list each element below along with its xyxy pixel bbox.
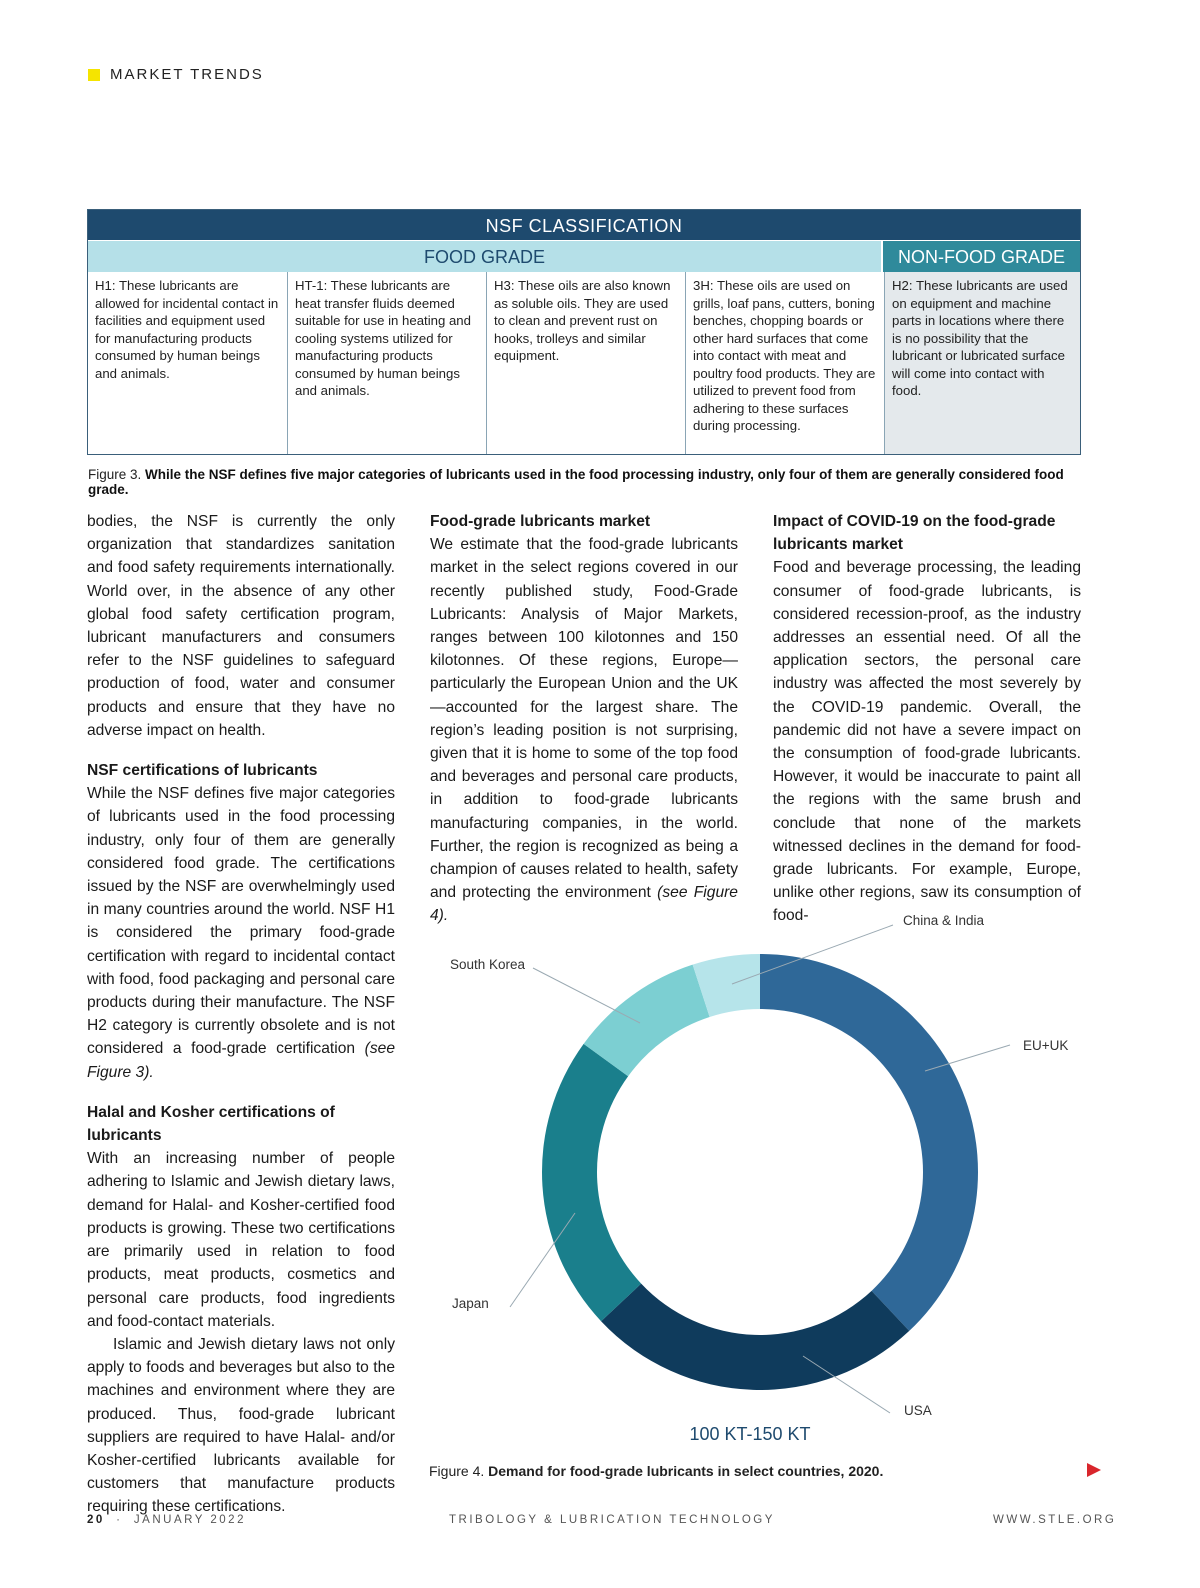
non-food-grade-header: NON-FOOD GRADE [881, 241, 1080, 272]
slice-label-japan: Japan [452, 1296, 489, 1311]
figure-4-reference: (see Figure 4). [430, 884, 738, 925]
heading-covid-impact: Impact of COVID-19 on the food-grade lubricants market [773, 513, 1056, 554]
table-cell-h1: H1: These lubricants are allowed for incidental contact in facilities and equipment used for manufacturing products consumed by human beings and animals. [95, 278, 279, 381]
figure-4-caption [429, 1463, 883, 1479]
issue-date: JANUARY 2022 [133, 1514, 246, 1526]
table-cell-ht1: HT-1: These lubricants are heat transfer fluids deemed suitable for use in heating and cooling systems utilized for manufacturing products consumed by human beings and animals. [287, 272, 486, 454]
page-number: 20 [87, 1514, 105, 1526]
section-marker [88, 69, 100, 81]
donut-slice-usa [601, 1284, 909, 1390]
chart-total-label: 100 KT-150 KT [689, 1424, 811, 1444]
food-grade-header: FOOD GRADE [88, 241, 881, 272]
figure-4-text: Demand for food-grade lubricants in select countries, 2020. [488, 1463, 884, 1479]
footer-left: 20 · JANUARY 2022 [87, 1514, 246, 1526]
website: WWW.STLE.ORG [993, 1514, 1117, 1526]
table-cell-h2: H2: These lubricants are used on equipment and machine parts in locations where there is no possibility that the lubricant or lubricated surface will come into contact with food. [884, 272, 1080, 454]
figure-3-text: While the NSF defines five major categories of lubricants used in the food processing industry, only four of them are generally considered food grade. [88, 467, 1064, 497]
col2-paragraph-1 [430, 533, 738, 927]
donut-slice-japan [542, 1044, 641, 1321]
col1-paragraph-3: With an increasing number of people adhering to Islamic and Jewish dietary laws, demand for Halal- and Kosher-certified food products is growing. These two certifications are primarily used in relation to food products, meat products, cosmetics and personal care products, food ingredients and food-contact materials. [87, 1150, 395, 1330]
col3-paragraph-1: Food and beverage processing, the leading consumer of food-grade lubricants, is considered recession-proof, as the industry addresses an essential need. Of all the application sectors, the personal care industry was affected the most severely by the COVID-19 pandemic. Overall, the pandemic did not have a severe impact on the consumption of food-grade lubricants. However, it would be inaccurate to paint all the regions with the same brush and conclude that none of the markets witnessed declines in the demand for food-grade lubricants. For example, Europe, unlike other regions, saw its consumption of food- [773, 559, 1081, 925]
col1-paragraph-1: bodies, the NSF is currently the only organization that standardizes sanitation and food safety requirements internationally. World over, in the absence of any other global food safety certification program, lubricant manufacturers and consumers refer to the NSF guidelines to safeguard production of food, water and consumer products and ensure that they have no adverse impact on health. [87, 513, 395, 739]
continue-arrow-icon [1087, 1463, 1101, 1477]
col1-paragraph-2-text: While the NSF defines five major categories of lubricants used in the food processing industry, only four of them are generally considered food grade. The certifications issued by the NSF are overwhelmingly used in many countries around the world. NSF H1 is considered the primary food-grade certification with regard to incidental contact with food, food packaging and personal care products during their manufacture. The NSF H2 category is currently obsolete and is not considered a food-grade certification [87, 785, 395, 1058]
figure-3-reference: (see Figure 3). [87, 1040, 395, 1081]
slice-label-south-korea: South Korea [450, 957, 526, 972]
slice-label-china-india: China & India [903, 913, 985, 928]
description-row [88, 272, 1080, 454]
leader-line-south-korea [533, 968, 640, 1023]
heading-food-grade-market: Food-grade lubricants market [430, 513, 651, 530]
slice-label-eu-uk: EU+UK [1023, 1038, 1069, 1053]
heading-halal-kosher: Halal and Kosher certifications of lubricants [87, 1103, 335, 1145]
col1-paragraph-2 [87, 782, 395, 1084]
section-header [88, 66, 264, 83]
section-title: MARKET TRENDS [110, 66, 264, 83]
column-3 [773, 510, 1081, 928]
figure-3-prefix: Figure 3. [88, 467, 146, 482]
grade-header-row [88, 240, 1080, 272]
col1-paragraph-4: Islamic and Jewish dietary laws not only apply to foods and beverages but also to the machines and environment where they are produced. Thus, food-grade lubricant suppliers are required to have Halal- and/or Kosher-certified lubricants available for customers that manufacture products requiring these certifications. [87, 1335, 395, 1516]
column-1 [87, 510, 395, 1519]
figure-4-prefix: Figure 4. [429, 1463, 489, 1479]
donut-slice-eu-uk [760, 954, 978, 1331]
table-title: NSF CLASSIFICATION [88, 210, 1080, 240]
slice-label-usa: USA [904, 1403, 932, 1415]
heading-nsf-certifications: NSF certifications of lubricants [87, 762, 318, 780]
table-cell-h3: H3: These oils are also known as soluble oils. They are used to clean and prevent rust on hooks, trolleys and similar equipment. [486, 272, 685, 454]
nsf-classification-table [87, 209, 1081, 455]
column-2 [430, 510, 738, 928]
figure-3-caption [88, 467, 1088, 497]
donut-chart [420, 895, 1100, 1415]
col2-paragraph-1-text: We estimate that the food-grade lubricants market in the select regions covered in our recently published study, Food-Grade Lubricants: Analysis of Major Markets, ranges between 100 kilotonnes and 150 kilotonnes. Of these regions, Europe—particularly the European Union and the UK—accounted for the largest share. The region’s leading position is not surprising, given that it is home to some of the top food and beverages and personal care products, in addition to food-grade lubricants manufacturing companies, in the world. Further, the region is recognized as being a champion of causes related to health, safety and protecting the environment [430, 536, 738, 902]
publication-name: TRIBOLOGY & LUBRICATION TECHNOLOGY [449, 1514, 775, 1526]
table-cell-3h: 3H: These oils are used on grills, loaf pans, cutters, boning benches, chopping boards or other hard surfaces that come into contact with meat and poultry food products. They are utilized to prevent food from adhering to these surfaces during processing. [685, 272, 884, 454]
